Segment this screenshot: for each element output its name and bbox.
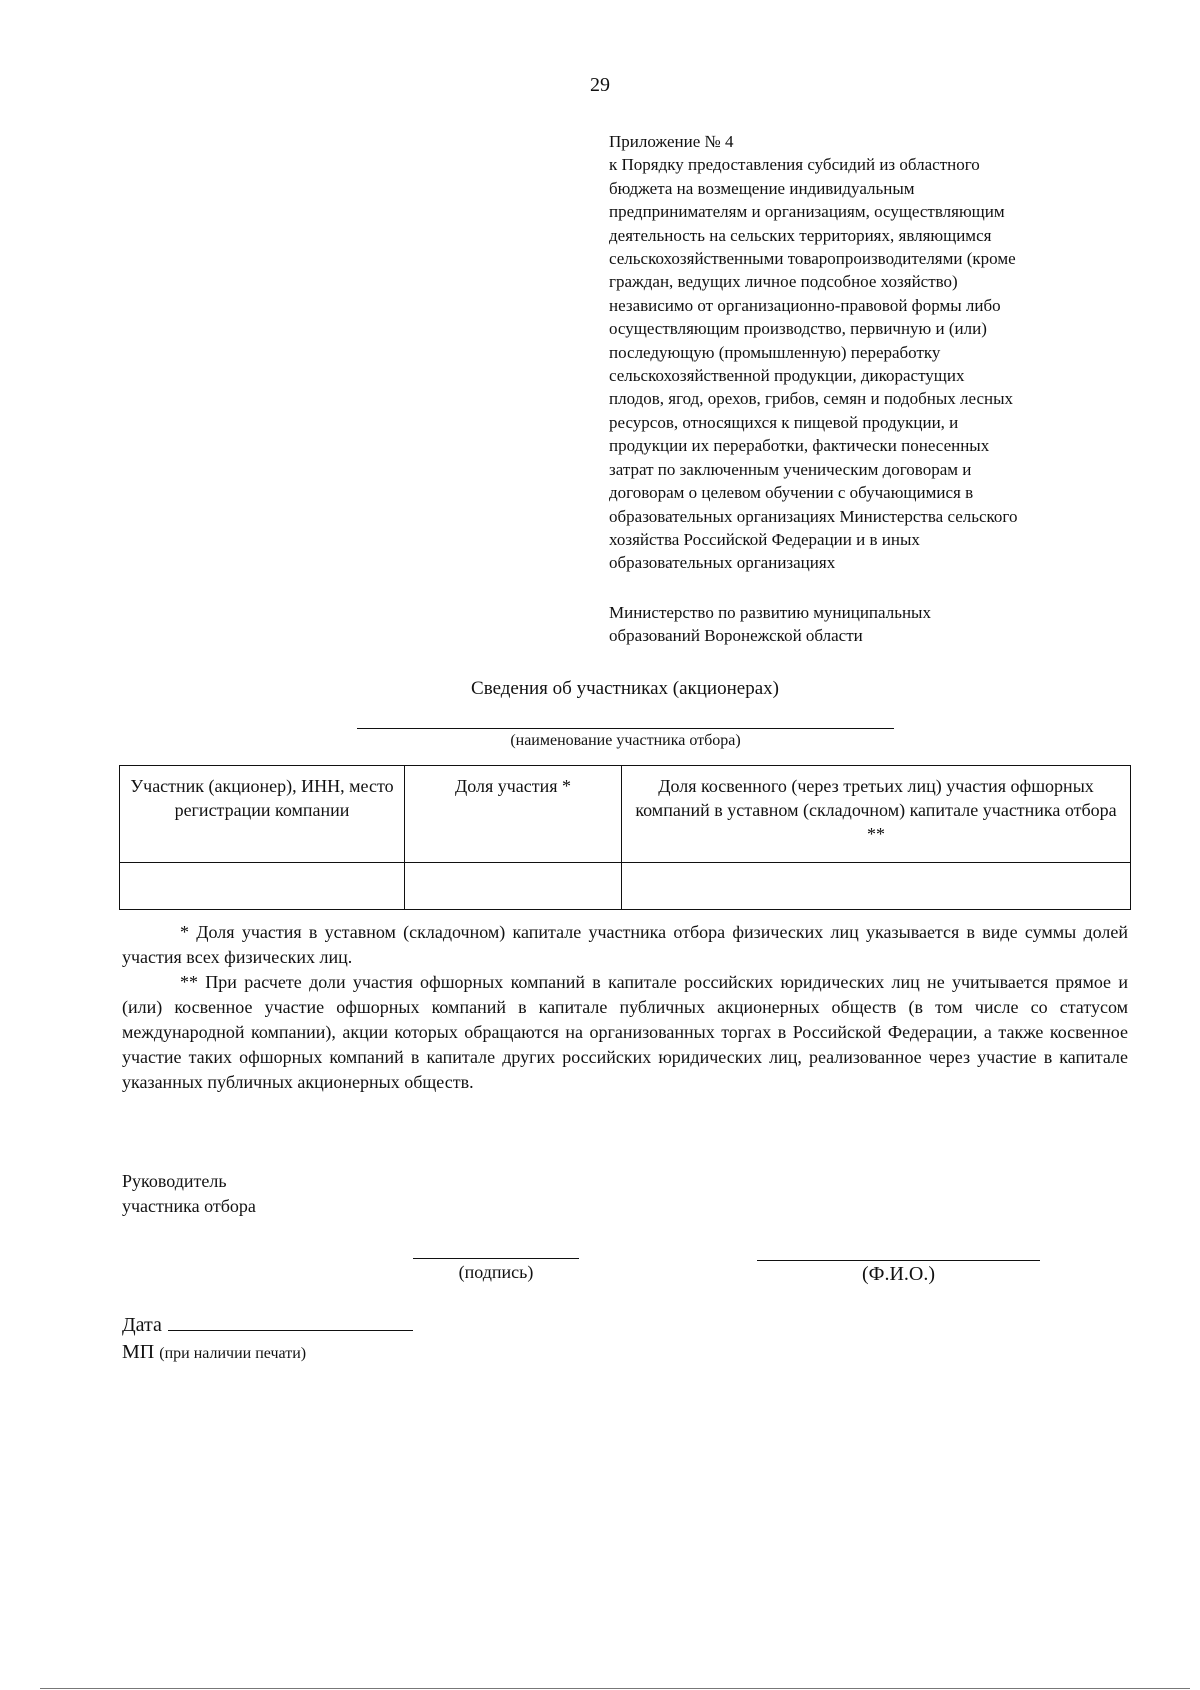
cell-share[interactable] — [405, 863, 622, 910]
head-label-line1: Руководитель — [122, 1171, 227, 1191]
page-number: 29 — [590, 74, 610, 96]
cell-offshore-share[interactable] — [622, 863, 1131, 910]
form-title: Сведения об участниках (акционерах) — [471, 678, 779, 699]
appendix-line: ресурсов, относящихся к пищевой продукции, и — [609, 412, 959, 432]
fio-line[interactable] — [757, 1260, 1040, 1261]
appendix-line: независимо от организационно-правовой формы либо — [609, 295, 1001, 315]
header-offshore-share: Доля косвенного (через третьих лиц) участия офшорных компаний в уставном (складочном) капитале участника отбора ** — [622, 766, 1131, 863]
date-field[interactable] — [168, 1310, 413, 1331]
appendix-line: бюджета на возмещение индивидуальным — [609, 178, 915, 198]
fio-caption: (Ф.И.О.) — [861, 1263, 935, 1285]
head-label-line2: участника отбора — [122, 1196, 256, 1216]
appendix-line: плодов, ягод, орехов, грибов, семян и подобных лесных — [609, 389, 1014, 409]
cell-participant[interactable] — [120, 863, 405, 910]
signature-caption: (подпись) — [458, 1262, 534, 1282]
head-signatory — [122, 1169, 256, 1219]
appendix-line: сельскохозяйственной продукции, дикорастущих — [609, 366, 965, 386]
participants-table — [119, 765, 1131, 910]
table-header-row — [120, 766, 1131, 863]
stamp-row — [122, 1341, 306, 1364]
footnote-1: * Доля участия в уставном (складочном) капитале участника отбора физических лиц указывается в виде суммы долей участия всех физических лиц. — [122, 922, 1128, 967]
header-participant: Участник (акционер), ИНН, место регистрации компании — [120, 766, 405, 863]
appendix-line: образовательных организациях — [609, 553, 836, 573]
appendix-line: осуществляющим производство, первичную и (или) — [609, 319, 987, 339]
appendix-line: предпринимателям и организациям, осуществляющим — [609, 202, 1005, 222]
stamp-note: (при наличии печати) — [159, 1345, 307, 1362]
footnotes — [122, 920, 1128, 1095]
date-row — [122, 1310, 413, 1337]
header-share: Доля участия * — [405, 766, 622, 863]
participant-name-caption: (наименование участника отбора) — [510, 732, 741, 749]
ministry-addressee — [609, 601, 1109, 648]
appendix-line: к Порядку предоставления субсидий из областного — [609, 155, 980, 175]
appendix-line: граждан, ведущих личное подсобное хозяйство) — [609, 272, 958, 292]
participant-name-line[interactable] — [357, 728, 894, 729]
page-bottom-edge — [40, 1688, 1190, 1689]
appendix-line: хозяйства Российской Федерации и в иных — [609, 529, 920, 549]
footnote-2: ** При расчете доли участия офшорных компаний в капитале российских юридических лиц не учитывается прямое и (или) косвенное участие офшорных компаний в капитале публичных акционерных обществ (в том числе со статусом международной компании), акции которых обращаются на организованных торгах в Российской Федерации, а также косвенное участие таких офшорных компаний в капитале других российских юридических лиц, реализованное через участие в капитале указанных публичных акционерных обществ. — [122, 972, 1128, 1092]
stamp-label: МП — [122, 1341, 155, 1363]
ministry-line: Министерство по развитию муниципальных — [609, 603, 931, 622]
appendix-line: продукции их переработки, фактически понесенных — [609, 436, 990, 456]
appendix-line: последующую (промышленную) переработку — [609, 342, 941, 362]
appendix-line: образовательных организациях Министерства сельского — [609, 506, 1018, 526]
table-row — [120, 863, 1131, 910]
ministry-line: образований Воронежской области — [609, 626, 863, 646]
appendix-line: договорам о целевом обучении с обучающимися в — [609, 483, 974, 503]
appendix-header — [609, 130, 1109, 575]
appendix-line: Приложение № 4 — [609, 132, 734, 151]
appendix-line: сельскохозяйственными товаропроизводителями (кроме — [609, 249, 1016, 269]
signature-line[interactable] — [413, 1258, 579, 1259]
date-label: Дата — [122, 1314, 162, 1336]
appendix-line: деятельность на сельских территориях, являющимся — [609, 225, 992, 245]
appendix-line: затрат по заключенным ученическим договорам и — [609, 459, 972, 479]
